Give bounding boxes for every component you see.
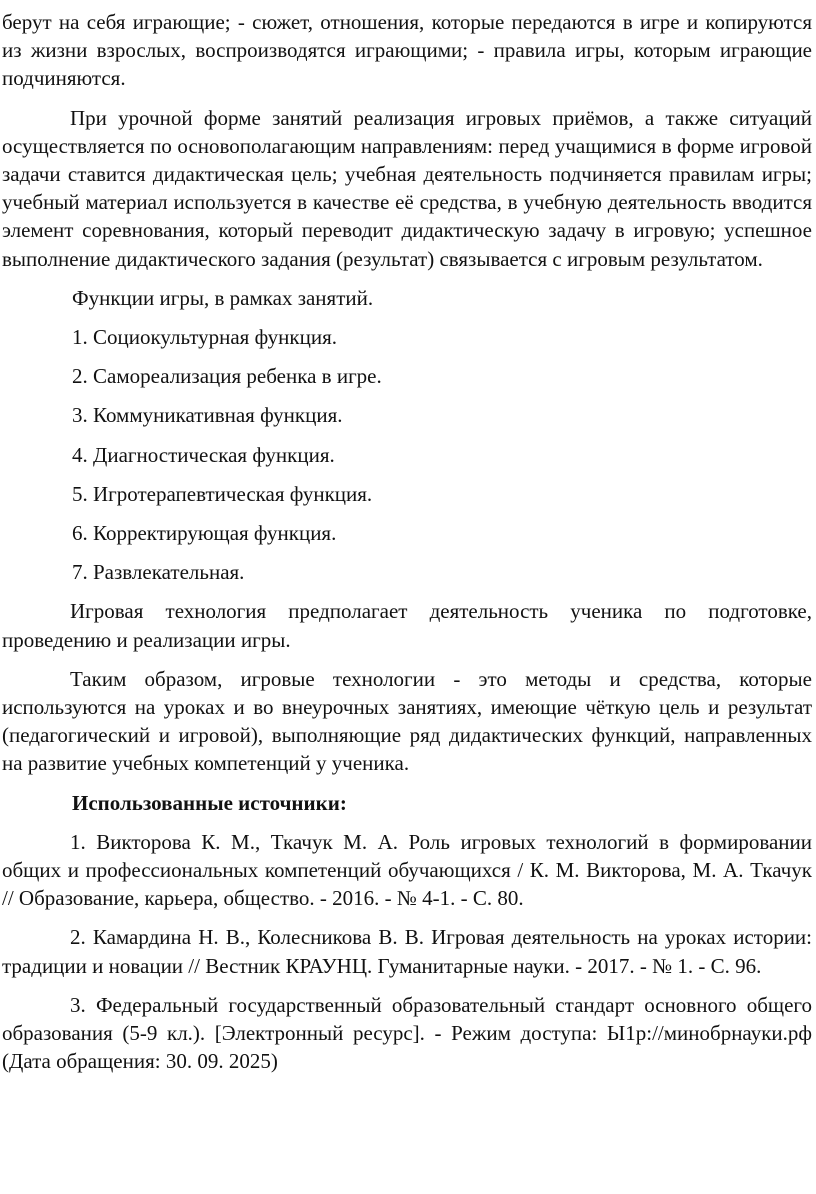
source-item-1: 1. Викторова К. М., Ткачук М. А. Роль игровых технологий в формировании общих и профессиональных компетенций обучающихся / К. М. Викторова, М. А. Ткачук // Образование, карьера, общество. - 2016. - № 4-1. - С. 80. bbox=[2, 829, 812, 911]
source-item-2: 2. Камардина Н. В., Колесникова В. В. Игровая деятельность на уроках истории: традиции и новации // Вестник КРАУНЦ. Гуманитарные науки. - 2017. - № 1. - С. 96. bbox=[2, 925, 812, 978]
technology-paragraph: Игровая технология предполагает деятельность ученика по подготовке, проведению и реализации игры. bbox=[2, 599, 812, 652]
function-item-4: 4. Диагностическая функция. bbox=[72, 442, 335, 467]
lesson-form-paragraph: При урочной форме занятий реализация игровых приёмов, а также ситуаций осуществляется по основополагающим направлениям: перед учащимися в форме игровой задачи ставится дидактическая цель; учебная деятельность подчиняется правилам игры; учебный материал используется в качестве её средства, в учебную деятельность вводится элемент соревнования, который переводит дидактическую задачу в игровую; успешное выполнение дидактического задания (результат) связывается с игровым результатом. bbox=[2, 105, 812, 271]
source-item-3: 3. Федеральный государственный образовательный стандарт основного общего образования (5-9 кл.). [Электронный ресурс]. - Режим доступа: Ы1р://минобрнауки.рф (Дата обращения: 30. 09. 2025) bbox=[2, 992, 812, 1074]
conclusion-paragraph: Таким образом, игровые технологии - это методы и средства, которые используются на уроках и во внеурочных занятиях, имеющие чёткую цель и результат (педагогический и игровой), выполняющие ряд дидактических функций, направленных на развитие учебных компетенций у ученика. bbox=[2, 666, 812, 776]
function-item-2: 2. Самореализация ребенка в игре. bbox=[72, 364, 382, 389]
intro-continuation-paragraph: берут на себя играющие; - сюжет, отношения, которые передаются в игре и копируются из жизни взрослых, воспроизводятся играющими; - правила игры, которым играющие подчиняются. bbox=[2, 10, 812, 91]
function-item-6: 6. Корректирующая функция. bbox=[72, 521, 337, 546]
functions-heading: Функции игры, в рамках занятий. bbox=[72, 285, 374, 310]
sources-heading: Использованные источники: bbox=[72, 790, 347, 815]
function-item-7: 7. Развлекательная. bbox=[72, 560, 245, 585]
function-item-3: 3. Коммуникативная функция. bbox=[72, 403, 343, 428]
function-item-5: 5. Игротерапевтическая функция. bbox=[72, 481, 373, 506]
function-item-1: 1. Социокультурная функция. bbox=[72, 325, 338, 350]
